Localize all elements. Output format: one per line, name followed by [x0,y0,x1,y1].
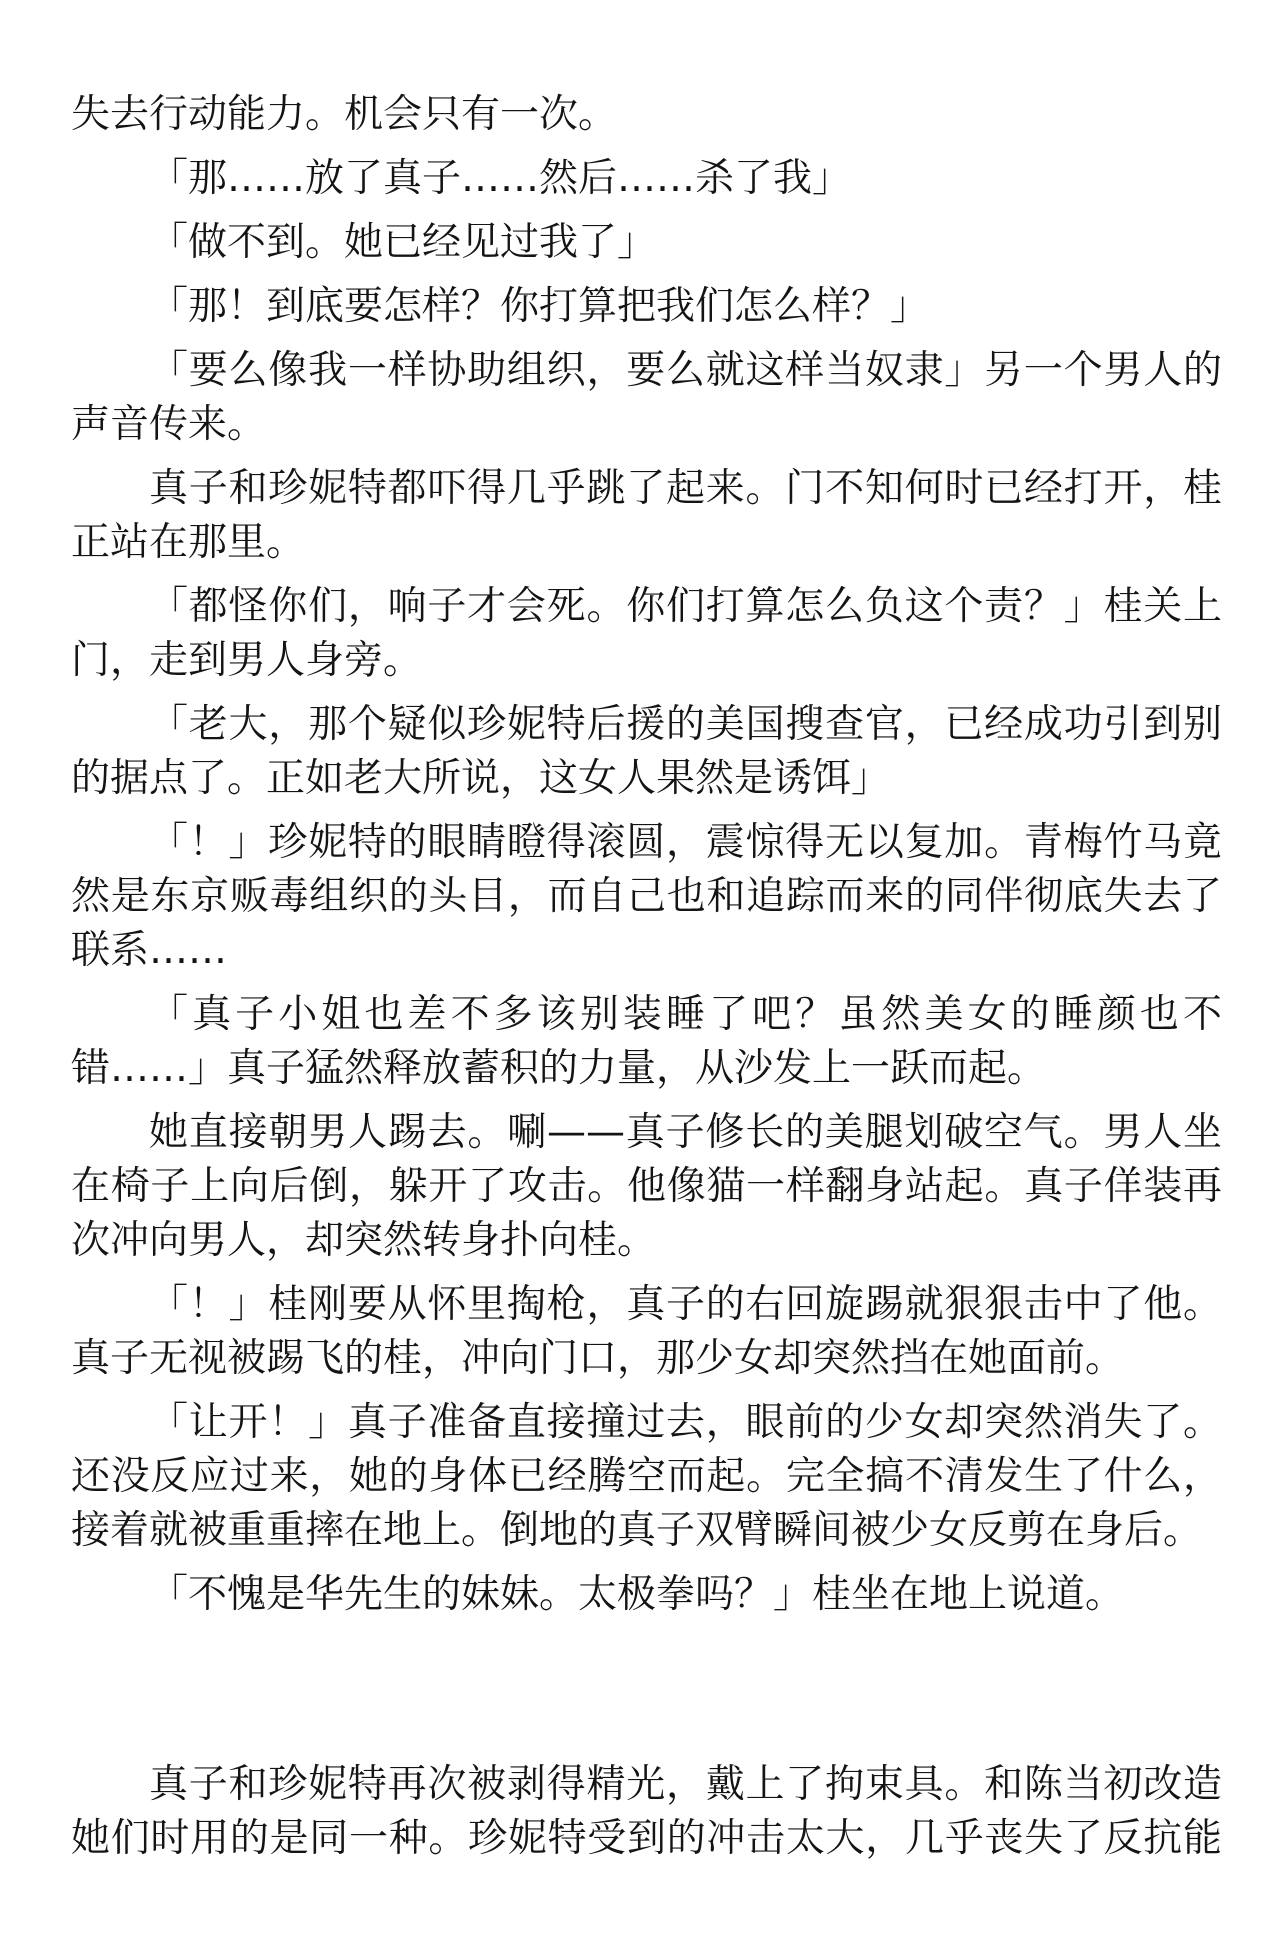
body-text [71,88,1222,1866]
text-line: 「做不到。她已经见过我了」 [149,220,657,265]
text-line: 失去行动能力。机会只有一次。 [71,92,618,137]
paragraph [71,88,1222,142]
text-line: 「那！到底要怎样？你打算把我们怎么样？」 [149,284,930,329]
text-line: 真子和珍妮特都吓得几乎跳了起来。门不知何时已经打开，桂 [149,466,1222,511]
text-line: 她直接朝男人踢去。唰——真子修长的美腿划破空气。男人坐 [149,1110,1222,1155]
text-line: 真子和珍妮特再次被剥得精光，戴上了拘束具。和陈当初改造 [149,1762,1222,1807]
paragraph [71,1568,1222,1622]
text-line: 「不愧是华先生的妹妹。太极拳吗？」桂坐在地上说道。 [149,1572,1125,1617]
paragraph [71,698,1222,806]
text-line: 还没反应过来，她的身体已经腾空而起。完全搞不清发生了什么， [71,1454,1222,1499]
paragraph [71,580,1222,688]
paragraph [71,344,1222,452]
text-line: 「都怪你们，响子才会死。你们打算怎么负这个责？」桂关上 [149,584,1222,629]
paragraph [71,1106,1222,1268]
text-line: 次冲向男人，却突然转身扑向桂。 [71,1218,657,1263]
text-line: 她们时用的是同一种。珍妮特受到的冲击太大，几乎丧失了反抗能 [71,1816,1222,1861]
text-line: 「让开！」真子准备直接撞过去，眼前的少女却突然消失了。 [149,1400,1222,1445]
text-line: 然是东京贩毒组织的头目，而自己也和追踪而来的同伴彻底失去了 [71,874,1222,919]
paragraph [71,152,1222,206]
text-line: 的据点了。正如老大所说，这女人果然是诱饵」 [71,756,891,801]
paragraph [71,280,1222,334]
paragraph [71,216,1222,270]
text-line: 门，走到男人身旁。 [71,638,423,683]
text-line: 「要么像我一样协助组织，要么就这样当奴隶」另一个男人的 [149,348,1222,393]
text-line: 错……」真子猛然释放蓄积的力量，从沙发上一跃而起。 [71,1046,1047,1091]
text-line: 声音传来。 [71,402,267,447]
paragraph [71,462,1222,570]
text-line: 真子无视被踢飞的桂，冲向门口，那少女却突然挡在她面前。 [71,1336,1125,1381]
text-line: 「！」珍妮特的眼睛瞪得滚圆，震惊得无以复加。青梅竹马竟 [149,820,1222,865]
paragraph [71,1758,1222,1866]
paragraph [71,816,1222,978]
text-line: 「真子小姐也差不多该别装睡了吧？虽然美女的睡颜也不 [149,992,1222,1037]
paragraph [71,1278,1222,1386]
text-line: 正站在那里。 [71,520,306,565]
text-line: 在椅子上向后倒，躲开了攻击。他像猫一样翻身站起。真子佯装再 [71,1164,1222,1209]
text-line: 「！」桂刚要从怀里掏枪，真子的右回旋踢就狠狠击中了他。 [149,1282,1222,1327]
text-line: 联系…… [71,928,228,973]
text-line: 「老大，那个疑似珍妮特后援的美国搜查官，已经成功引到别 [149,702,1222,747]
paragraph [71,1396,1222,1558]
paragraph [71,988,1222,1096]
text-line: 接着就被重重摔在地上。倒地的真子双臂瞬间被少女反剪在身后。 [71,1508,1203,1553]
text-line: 「那……放了真子……然后……杀了我」 [149,156,852,201]
